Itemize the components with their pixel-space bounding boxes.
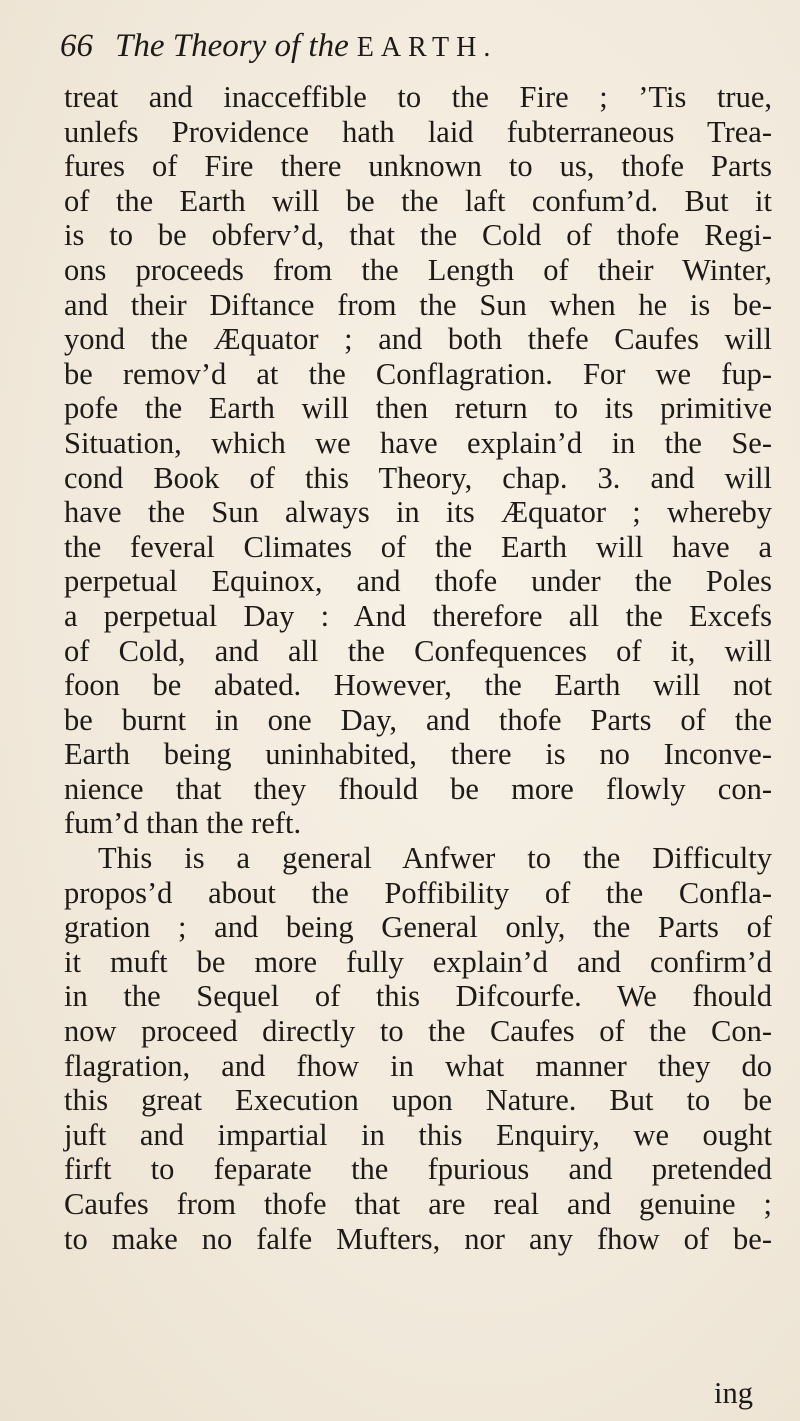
text-line: perpetual Equinox, and thofe under the Poles (64, 564, 772, 599)
text-line: pofe the Earth will then return to its primitive (64, 391, 772, 426)
paragraph-start-line: This is a general Anfwer to the Difficulty (98, 841, 772, 876)
text-line: in the Sequel of this Difcourfe. We fhould (64, 979, 772, 1014)
text-line: the feveral Climates of the Earth will have a (64, 529, 772, 564)
text-line: foon be abated. However, the Earth will not (64, 668, 772, 703)
catchword: ing (714, 1376, 753, 1410)
text-line: be remov’d at the Conflagration. For we fup- (64, 356, 772, 391)
text-line: it muft be more fully explain’d and confirm’d (64, 944, 772, 979)
text-line: gration ; and being General only, the Parts of (64, 910, 772, 945)
text-line: this great Execution upon Nature. But to be (64, 1083, 772, 1118)
text-line: Earth being uninhabited, there is no Inconve- (64, 737, 772, 772)
text-line: flagration, and fhow in what manner they do (64, 1048, 772, 1083)
text-line: and their Diftance from the Sun when he is be- (64, 287, 772, 322)
text-line: fures of Fire there unknown to us, thofe Parts (64, 149, 772, 184)
text-line: be burnt in one Day, and thofe Parts of the (64, 702, 772, 737)
text-line: treat and inacceffible to the Fire ; ’Tis true, (64, 80, 772, 114)
text-line: firft to feparate the fpurious and pretended (64, 1152, 772, 1187)
text-line: is to be obferv’d, that the Cold of thofe Regi- (64, 218, 772, 253)
text-line: Situation, which we have explain’d in the Se- (64, 425, 772, 460)
text-line: a perpetual Day : And therefore all the Excefs (64, 598, 772, 633)
running-title: The Theory of the (115, 28, 349, 64)
text-line: nience that they fhould be more flowly con- (64, 771, 772, 806)
text-line: now proceed directly to the Caufes of the Con- (64, 1014, 772, 1049)
text-line: juft and impartial in this Enquiry, we ought (64, 1117, 772, 1152)
body-text (64, 80, 772, 1256)
text-line: ons proceeds from the Length of their Winter, (64, 252, 772, 287)
text-line: Caufes from thofe that are real and genuine ; (64, 1187, 772, 1221)
running-title-caps: EARTH. (356, 32, 498, 63)
paragraph-end-line: fum’d than the reft. (64, 806, 302, 841)
page-number: 66 (60, 28, 93, 64)
text-line: yond the Æquator ; and both thefe Caufes will (64, 322, 772, 357)
text-line: propos’d about the Poffibility of the Confla- (64, 875, 772, 910)
text-line: unlefs Providence hath laid fubterraneous Trea- (64, 114, 772, 149)
text-line: cond Book of this Theory, chap. 3. and will (64, 460, 772, 495)
text-line: of Cold, and all the Confequences of it, will (64, 633, 772, 668)
text-line: to make no falfe Mufters, nor any fhow of be- (64, 1221, 772, 1256)
text-line: have the Sun always in its Æquator ; whereby (64, 495, 772, 530)
running-head (60, 20, 760, 72)
text-line: of the Earth will be the laft confum’d. But it (64, 183, 772, 218)
